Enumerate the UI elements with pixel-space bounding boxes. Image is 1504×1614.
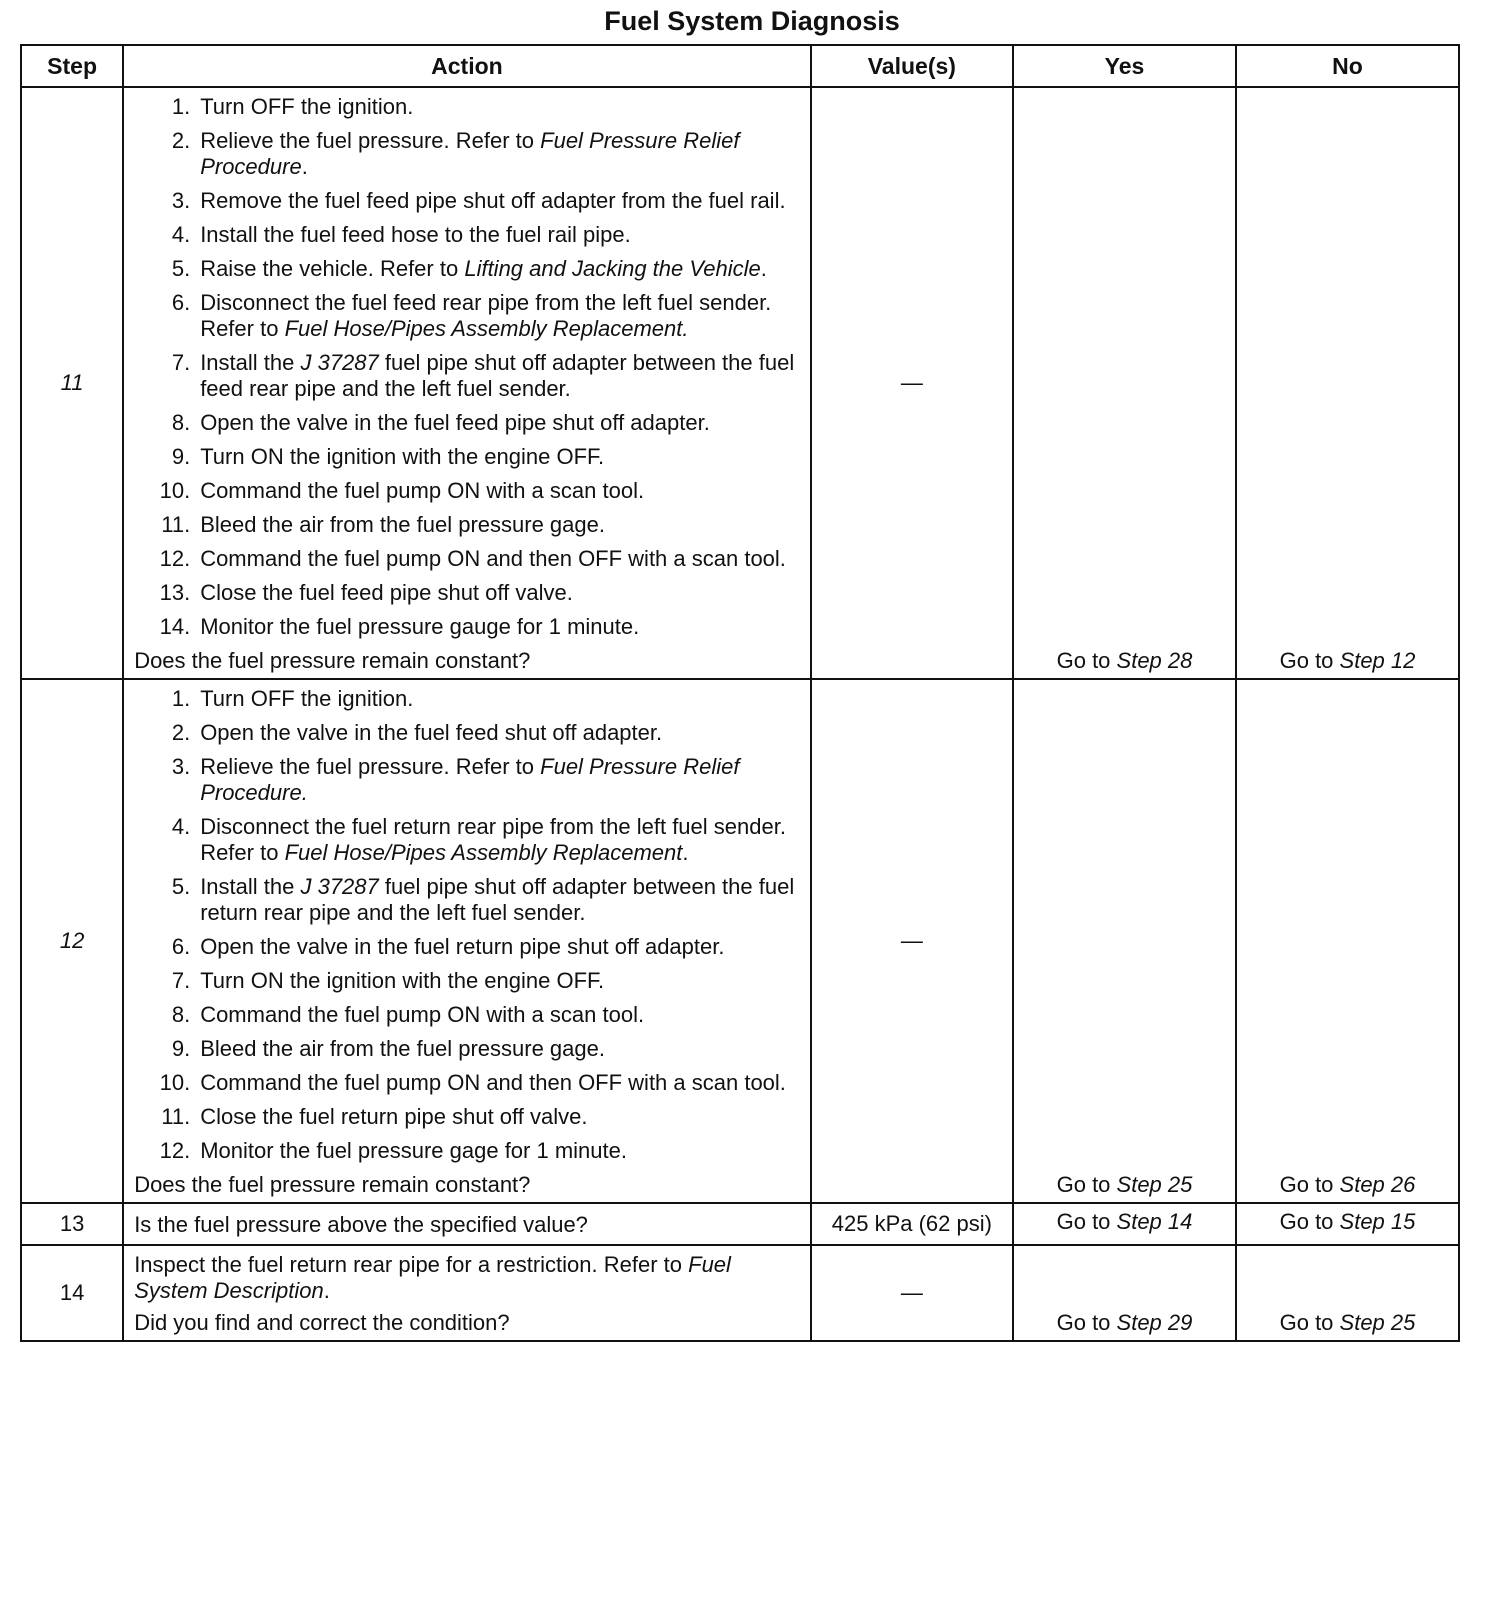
yes-prefix: Go to xyxy=(1056,1209,1117,1234)
body-text: Open the valve in the fuel return pipe shut off adapter. xyxy=(200,934,725,959)
list-item xyxy=(134,754,800,806)
list-item-text xyxy=(200,1002,800,1028)
yes-prefix: Go to xyxy=(1056,648,1117,673)
list-item xyxy=(134,814,800,866)
list-item-number: 13. xyxy=(159,580,191,605)
question: Is the fuel pressure above the specified value? xyxy=(134,1212,588,1237)
list-item-text xyxy=(200,720,800,746)
list-item-text xyxy=(200,934,800,960)
list-item-number: 1. xyxy=(171,94,191,119)
no-cell xyxy=(1236,1245,1459,1341)
body-text: fuel pipe shut off adapter between the fuel feed rear pipe and the left fuel sender. xyxy=(200,350,795,401)
list-item xyxy=(134,1036,800,1062)
value-cell: — xyxy=(811,1245,1013,1341)
body-text: Open the valve in the fuel feed pipe shut off adapter. xyxy=(200,410,710,435)
action-cell xyxy=(123,87,811,679)
table-header-row xyxy=(21,45,1459,87)
body-text: Monitor the fuel pressure gauge for 1 minute. xyxy=(200,614,640,639)
list-item xyxy=(134,1138,800,1164)
list-item-number: 2. xyxy=(171,128,191,153)
list-item xyxy=(134,546,800,572)
body-text: Relieve the fuel pressure. Refer to xyxy=(200,128,541,153)
no-step-link[interactable]: Step 26 xyxy=(1339,1172,1416,1197)
list-item-text xyxy=(200,256,800,282)
yes-step-link[interactable]: Step 29 xyxy=(1116,1310,1193,1335)
reference-text: Fuel Hose/Pipes Assembly Replacement xyxy=(284,840,683,865)
body-text: Install the xyxy=(200,874,301,899)
question: Did you find and correct the condition? xyxy=(134,1310,510,1335)
reference-text: J 37287 xyxy=(300,350,379,375)
action-list xyxy=(134,94,800,640)
yes-step-link[interactable]: Step 25 xyxy=(1116,1172,1193,1197)
body-text: Command the fuel pump ON and then OFF with a scan tool. xyxy=(200,546,786,571)
body-text: Monitor the fuel pressure gage for 1 minute. xyxy=(200,1138,627,1163)
body-text: Inspect the fuel return rear pipe for a restriction. Refer to xyxy=(134,1252,689,1277)
body-text: Raise the vehicle. Refer to xyxy=(200,256,465,281)
list-item xyxy=(134,874,800,926)
list-item-text xyxy=(200,874,800,926)
list-item-number: 4. xyxy=(171,814,191,839)
list-item-text xyxy=(200,1036,800,1062)
list-item-text xyxy=(200,188,800,214)
yes-step-link[interactable]: Step 28 xyxy=(1116,648,1193,673)
table-row xyxy=(21,1245,1459,1341)
question: Does the fuel pressure remain constant? xyxy=(134,648,531,673)
list-item xyxy=(134,614,800,640)
no-cell xyxy=(1236,1203,1459,1245)
step-number: 11 xyxy=(21,87,123,679)
list-item-text xyxy=(200,410,800,436)
list-item xyxy=(134,580,800,606)
body-text: Install the xyxy=(200,350,301,375)
body-text: Bleed the air from the fuel pressure gage. xyxy=(200,1036,605,1061)
no-prefix: Go to xyxy=(1279,1172,1340,1197)
reference-text: Fuel Hose/Pipes Assembly Replacement. xyxy=(284,316,689,341)
body-text: Command the fuel pump ON and then OFF with a scan tool. xyxy=(200,1070,786,1095)
body-text: Turn ON the ignition with the engine OFF. xyxy=(200,968,605,993)
list-item xyxy=(134,290,800,342)
no-step-link[interactable]: Step 15 xyxy=(1339,1209,1416,1234)
list-item-number: 9. xyxy=(171,444,191,469)
body-text: Command the fuel pump ON with a scan tool. xyxy=(200,1002,645,1027)
body-text: Disconnect the fuel feed rear pipe from the left fuel sender. Refer to xyxy=(200,290,772,341)
header-no: No xyxy=(1236,45,1459,87)
list-item xyxy=(134,478,800,504)
yes-prefix: Go to xyxy=(1056,1310,1117,1335)
action-cell xyxy=(123,1203,811,1245)
body-text: Turn OFF the ignition. xyxy=(200,94,414,119)
body-text: Command the fuel pump ON with a scan tool. xyxy=(200,478,645,503)
list-item xyxy=(134,188,800,214)
list-item-number: 3. xyxy=(171,754,191,779)
list-item-text xyxy=(200,1138,800,1164)
list-item-text xyxy=(200,686,800,712)
question: Does the fuel pressure remain constant? xyxy=(134,1172,531,1197)
list-item-number: 12. xyxy=(159,546,191,571)
list-item-number: 6. xyxy=(171,934,191,959)
value-cell: — xyxy=(811,679,1013,1203)
list-item-text xyxy=(200,1070,800,1096)
body-text: fuel pipe shut off adapter between the fuel return rear pipe and the left fuel sender. xyxy=(200,874,795,925)
body-text: Open the valve in the fuel feed shut off adapter. xyxy=(200,720,663,745)
value-cell: — xyxy=(811,87,1013,679)
yes-cell xyxy=(1013,1203,1236,1245)
reference-text: Fuel Pressure Relief Procedure xyxy=(200,128,740,179)
no-prefix: Go to xyxy=(1279,1310,1340,1335)
list-item-number: 1. xyxy=(171,686,191,711)
list-item xyxy=(134,720,800,746)
action-cell xyxy=(123,679,811,1203)
list-item-number: 14. xyxy=(159,614,191,639)
list-item xyxy=(134,94,800,120)
table-row xyxy=(21,1203,1459,1245)
yes-prefix: Go to xyxy=(1056,1172,1117,1197)
reference-text: J 37287 xyxy=(300,874,379,899)
body-text: Install the fuel feed hose to the fuel rail pipe. xyxy=(200,222,631,247)
list-item-text xyxy=(200,546,800,572)
list-item-text xyxy=(200,580,800,606)
list-item-number: 11. xyxy=(161,512,191,537)
list-item-text xyxy=(200,754,800,806)
yes-cell xyxy=(1013,679,1236,1203)
list-item-text xyxy=(200,512,800,538)
table-row xyxy=(21,87,1459,679)
body-text: . xyxy=(323,1278,330,1303)
diagnosis-table xyxy=(20,44,1460,1342)
list-item-number: 6. xyxy=(171,290,191,315)
list-item-text xyxy=(200,350,800,402)
list-item-number: 11. xyxy=(161,1104,191,1129)
step-number: 13 xyxy=(21,1203,123,1245)
list-item-number: 2. xyxy=(171,720,191,745)
list-item xyxy=(134,444,800,470)
list-item-number: 8. xyxy=(171,410,191,435)
yes-cell xyxy=(1013,1245,1236,1341)
list-item-number: 9. xyxy=(171,1036,191,1061)
no-cell xyxy=(1236,679,1459,1203)
no-step-link[interactable]: Step 12 xyxy=(1339,648,1416,673)
list-item xyxy=(134,410,800,436)
list-item-text xyxy=(200,814,800,866)
no-prefix: Go to xyxy=(1279,648,1340,673)
list-item-number: 5. xyxy=(171,256,191,281)
list-item-number: 5. xyxy=(171,874,191,899)
reference-text: Fuel System Description xyxy=(134,1252,731,1303)
header-values: Value(s) xyxy=(811,45,1013,87)
no-cell xyxy=(1236,87,1459,679)
list-item xyxy=(134,934,800,960)
list-item-text xyxy=(200,444,800,470)
no-prefix: Go to xyxy=(1279,1209,1340,1234)
no-step-link[interactable]: Step 25 xyxy=(1339,1310,1416,1335)
list-item xyxy=(134,222,800,248)
list-item-number: 7. xyxy=(171,350,191,375)
body-text: . xyxy=(682,840,689,865)
list-item-number: 10. xyxy=(159,1070,191,1095)
list-item-text xyxy=(200,128,800,180)
reference-text: Fuel Pressure Relief Procedure. xyxy=(200,754,740,805)
list-item-number: 4. xyxy=(171,222,191,247)
list-item xyxy=(134,968,800,994)
list-item-number: 7. xyxy=(171,968,191,993)
list-item-number: 12. xyxy=(159,1138,191,1163)
header-action: Action xyxy=(123,45,811,87)
body-text: Bleed the air from the fuel pressure gage. xyxy=(200,512,605,537)
body-text: . xyxy=(301,154,308,179)
yes-step-link[interactable]: Step 14 xyxy=(1116,1209,1193,1234)
list-item xyxy=(134,512,800,538)
yes-cell xyxy=(1013,87,1236,679)
list-item xyxy=(134,1104,800,1130)
action-list xyxy=(134,686,800,1164)
body-text: Turn ON the ignition with the engine OFF. xyxy=(200,444,605,469)
body-text: Close the fuel return pipe shut off valve. xyxy=(200,1104,588,1129)
action-paragraph xyxy=(134,1252,800,1304)
table-row xyxy=(21,679,1459,1203)
list-item-text xyxy=(200,968,800,994)
value-cell: 425 kPa (62 psi) xyxy=(811,1203,1013,1245)
list-item-number: 3. xyxy=(171,188,191,213)
list-item xyxy=(134,686,800,712)
list-item-number: 10. xyxy=(159,478,191,503)
body-text: Remove the fuel feed pipe shut off adapter from the fuel rail. xyxy=(200,188,786,213)
list-item-text xyxy=(200,1104,800,1130)
list-item xyxy=(134,256,800,282)
list-item-text xyxy=(200,94,800,120)
list-item xyxy=(134,1070,800,1096)
list-item-text xyxy=(200,478,800,504)
body-text: Turn OFF the ignition. xyxy=(200,686,414,711)
header-yes: Yes xyxy=(1013,45,1236,87)
body-text: . xyxy=(760,256,767,281)
list-item-text xyxy=(200,222,800,248)
body-text: Relieve the fuel pressure. Refer to xyxy=(200,754,541,779)
body-text: Close the fuel feed pipe shut off valve. xyxy=(200,580,573,605)
list-item xyxy=(134,128,800,180)
page-title: Fuel System Diagnosis xyxy=(604,6,900,36)
step-number: 12 xyxy=(21,679,123,1203)
reference-text: Lifting and Jacking the Vehicle xyxy=(464,256,761,281)
action-cell xyxy=(123,1245,811,1341)
header-step: Step xyxy=(21,45,123,87)
list-item xyxy=(134,1002,800,1028)
list-item-text xyxy=(200,290,800,342)
body-text: Disconnect the fuel return rear pipe from the left fuel sender. Refer to xyxy=(200,814,786,865)
list-item-number: 8. xyxy=(171,1002,191,1027)
list-item-text xyxy=(200,614,800,640)
list-item xyxy=(134,350,800,402)
step-number: 14 xyxy=(21,1245,123,1341)
